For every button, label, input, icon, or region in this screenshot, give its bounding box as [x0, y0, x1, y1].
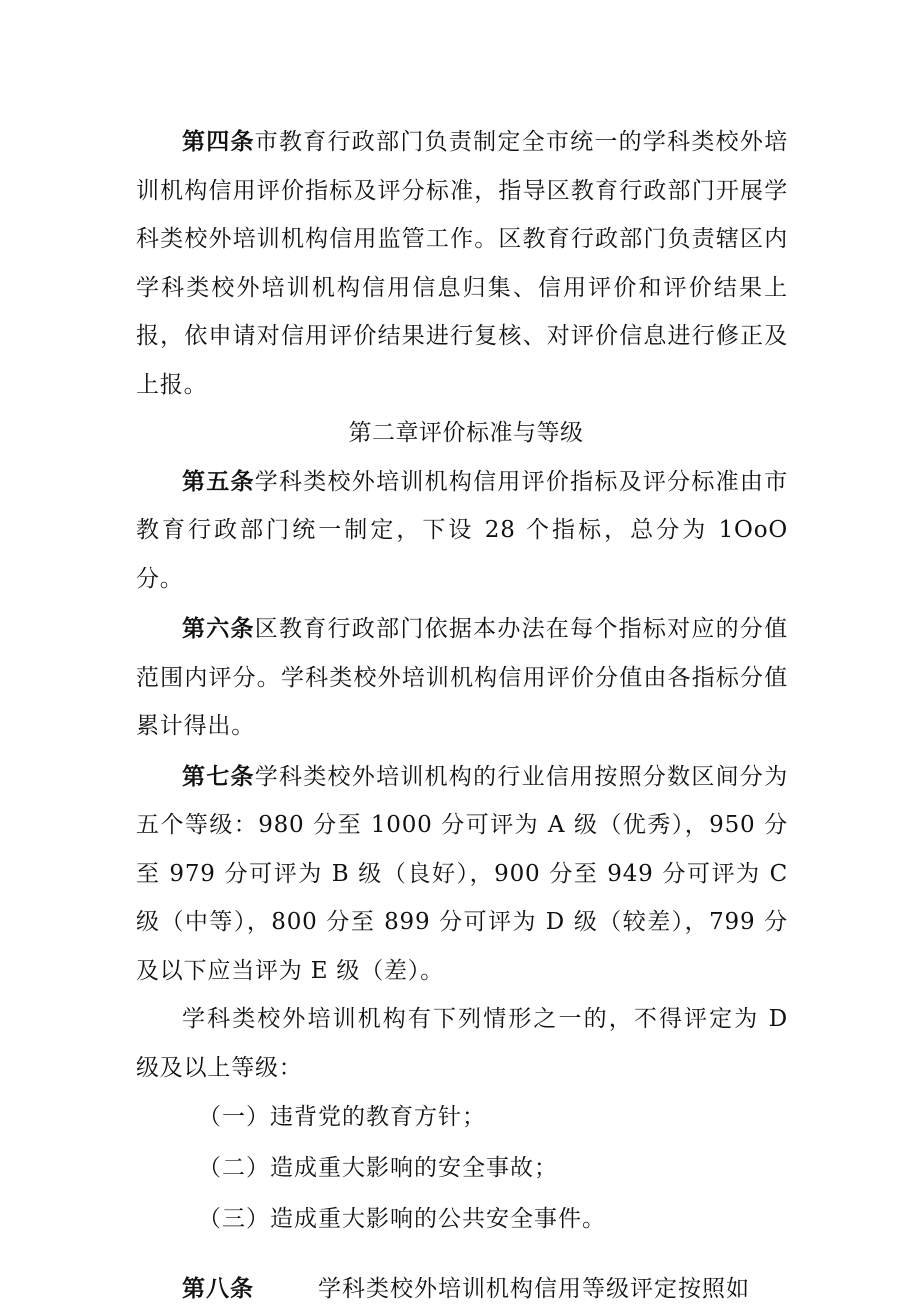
article-8: [136, 1265, 788, 1313]
article-6-text: 区教育行政部门依据本办法在每个指标对应的分值范围内评分。学科类校外培训机构信用评价分值由各指标分值累计得出。: [136, 616, 788, 739]
article-4-text: 市教育行政部门负责制定全市统一的学科类校外培训机构信用评价指标及评分标准，指导区教育行政部门开展学科类校外培训机构信用监管工作。区教育行政部门负责辖区内学科类校外培训机构信用信息归集、信用评价和评价结果上报，依申请对信用评价结果进行复核、对评价信息进行修正及上报。: [136, 129, 788, 398]
article-5-text: 学科类校外培训机构信用评价指标及评分标准由市教育行政部门统一制定，下设 28 个指标，总分为 1OoO 分。: [136, 468, 788, 592]
list-item: （三）造成重大影响的公共安全事件。: [198, 1206, 606, 1232]
article-6: [136, 605, 788, 751]
list-item: （二）造成重大影响的安全事故；: [198, 1155, 558, 1181]
article-7: [136, 753, 788, 996]
article-5-heading: 第五条: [182, 467, 255, 495]
article-8-text: 学科类校外培训机构信用等级评定按照如: [318, 1276, 750, 1302]
article-6-heading: 第六条: [182, 615, 255, 642]
article-7-text: 学科类校外培训机构的行业信用按照分数区间分为五个等级：980 分至 1000 分可评为 A 级（优秀），950 分至 979 分可评为 B 级（良好），900 分至 949 分可评为 C 级（中等），800 分至 899 分可评为 D 级（较差），799 分及以下应当评为 E 级（差）。: [136, 763, 788, 984]
list-item: （一）违背党的教育方针；: [198, 1104, 486, 1130]
article-8-heading: 第八条: [182, 1275, 254, 1302]
article-7-heading: 第七条: [182, 762, 255, 790]
article-7-note: 学科类校外培训机构有下列情形之一的，不得评定为 D 级及以上等级：: [136, 1006, 788, 1081]
article-4: [136, 118, 788, 409]
article-5: [136, 458, 788, 604]
chapter-2-title: 第二章评价标准与等级: [348, 420, 584, 446]
article-4-heading: 第四条: [182, 128, 255, 155]
